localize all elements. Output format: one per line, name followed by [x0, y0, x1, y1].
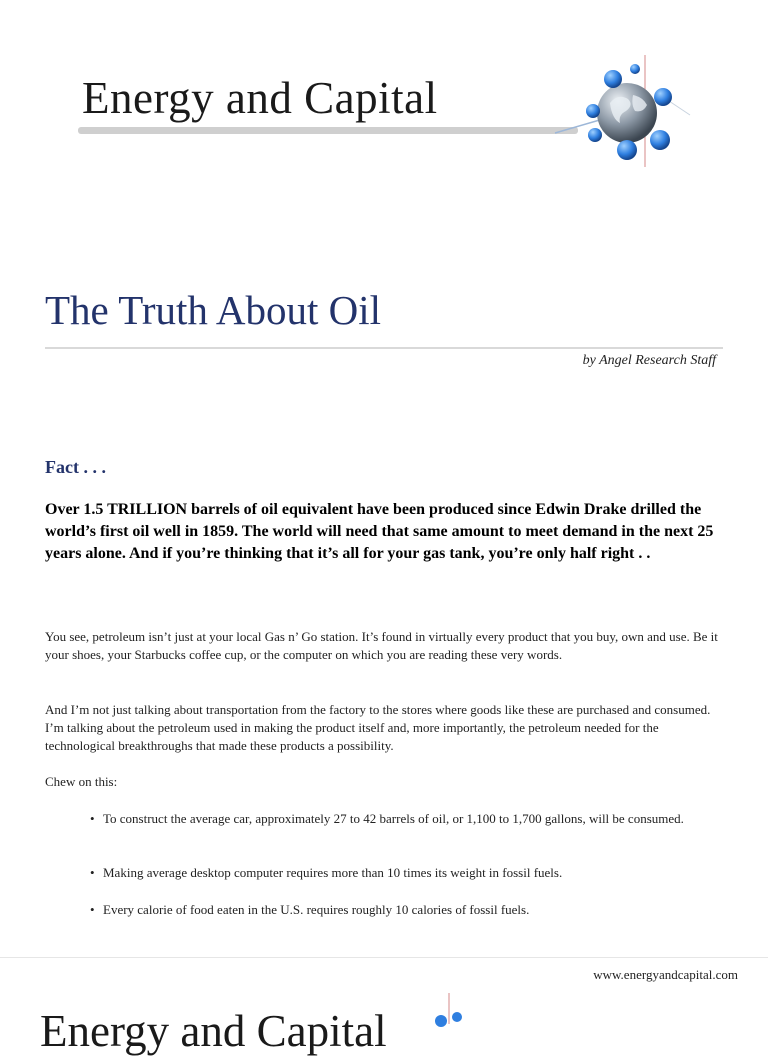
byline: by Angel Research Staff [582, 353, 716, 368]
lead-paragraph: Over 1.5 TRILLION barrels of oil equivalent have been produced since Edwin Drake drilled the world’s first oil well in 1859. The world will need that same amount to meet demand in the next 25 years alone. And if you’re thinking that it’s all for your gas tank, you’re only half right . . [45, 501, 714, 562]
body-paragraph: Chew on this: [45, 774, 118, 789]
list-item-text: Making average desktop computer requires more than 10 times its weight in fossil fuels. [103, 865, 563, 880]
body-paragraph: You see, petroleum isn’t just at your local Gas n’ Go station. It’s found in virtually every product that you buy, own and use. Be it your shoes, your Starbucks coffee cup, or the computer on which you are reading these very words. [45, 629, 718, 663]
footer-divider [0, 957, 768, 958]
list-item [90, 864, 690, 882]
article-title: The Truth About Oil [45, 287, 382, 333]
list-item-text: Every calorie of food eaten in the U.S. requires roughly 10 calories of fossil fuels. [103, 902, 530, 917]
body-paragraph: And I’m not just talking about transportation from the factory to the stores where goods like these are purchased and consumed. I’m talking about the petroleum used in making the product itself and, more importantly, the petroleum needed for the technological breakthroughs that made these products a possibility. [45, 702, 711, 754]
brand-underline-bar [78, 127, 578, 134]
globe-molecule-icon [565, 55, 695, 170]
title-divider [45, 347, 723, 349]
list-item [90, 901, 690, 919]
list-item-text: To construct the average car, approximately 27 to 42 barrels of oil, or 1,100 to 1,700 gallons, will be consumed. [103, 811, 684, 826]
next-page-masthead [32, 993, 492, 1056]
website-link[interactable]: www.energyandcapital.com [593, 967, 738, 982]
list-item [90, 810, 690, 828]
brand-logo-text: Energy and Capital [82, 73, 438, 123]
fact-heading: Fact . . . [45, 457, 106, 477]
globe-molecule-icon [427, 993, 487, 1024]
brand-logo-text: Energy and Capital [40, 1006, 387, 1056]
bullet-icon: • [90, 902, 95, 917]
bullet-icon: • [90, 865, 95, 880]
bullet-icon: • [90, 811, 95, 826]
